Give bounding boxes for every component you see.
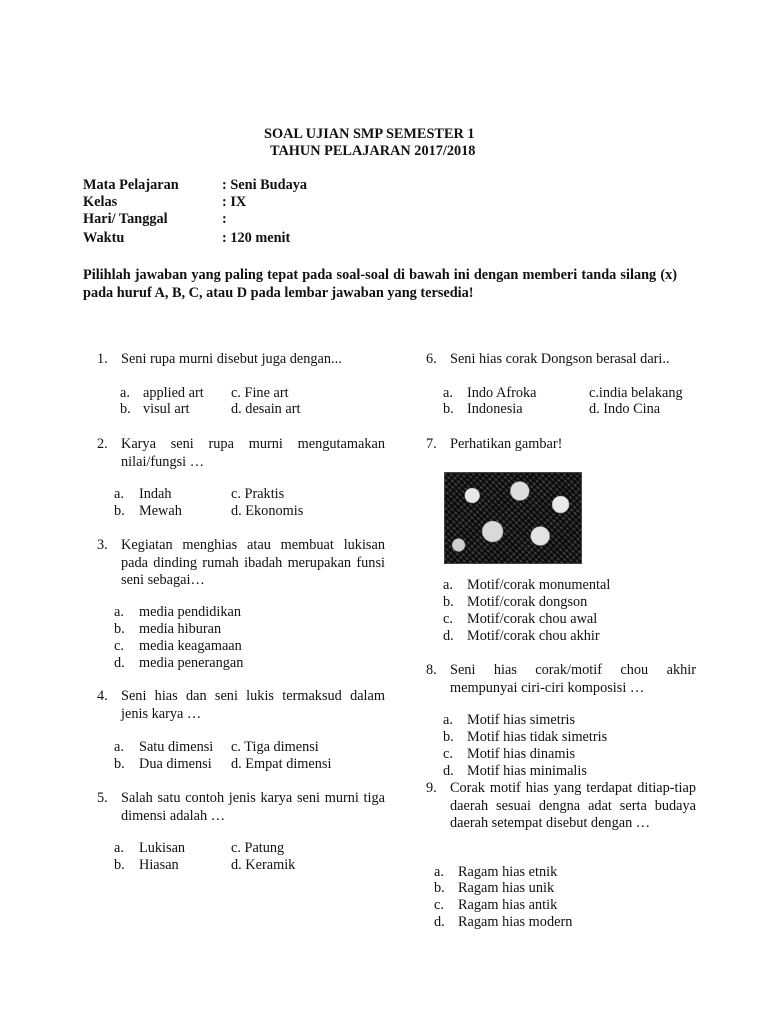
info-value-subject: : Seni Budaya [222,177,308,193]
q2-opt-c: c. Praktis [231,486,285,502]
q2-opt-a-letter: a. [114,486,124,502]
q9-text: Corak motif hias yang terdapat ditiap-tiap daerah sesuai dengna adat serta budaya daerah setempat disebut dengan … [450,780,696,832]
info-label-date: Hari/ Tanggal [83,211,168,227]
q9-opt-b: Ragam hias unik [458,880,555,896]
q6-opt-b-letter: b. [443,401,454,417]
q2-text: Karya seni rupa murni mengutamakan nilai/fungsi … [121,436,385,470]
q1-opt-b-letter: b. [120,401,131,417]
q7-number: 7. [426,436,437,452]
q6-opt-a: Indo Afroka [467,385,537,401]
q6-text: Seni hias corak Dongson berasal dari.. [450,351,670,367]
q3-opt-a-letter: a. [114,604,124,620]
q8-opt-a: Motif hias simetris [467,712,576,728]
q1-opt-a: applied art [143,385,204,401]
q7-opt-c: Motif/corak chou awal [467,611,598,627]
q1-opt-a-letter: a. [120,385,130,401]
q3-number: 3. [97,537,108,553]
q3-opt-c: media keagamaan [139,638,242,654]
q2-opt-b-letter: b. [114,503,125,519]
q1-number: 1. [97,351,108,367]
q7-opt-d: Motif/corak chou akhir [467,628,600,644]
info-label-time: Waktu [83,230,125,246]
q4-opt-c: c. Tiga dimensi [231,739,319,755]
q6-opt-a-letter: a. [443,385,453,401]
q2-number: 2. [97,436,108,452]
q5-opt-a: Lukisan [139,840,186,856]
q1-text: Seni rupa murni disebut juga dengan... [121,351,342,367]
q9-opt-a-letter: a. [434,864,444,880]
q9-opt-d-letter: d. [434,914,445,930]
q8-opt-a-letter: a. [443,712,453,728]
q6-opt-c: c.india belakang [589,385,683,401]
q5-number: 5. [97,790,108,806]
q5-opt-a-letter: a. [114,840,124,856]
info-label-subject: Mata Pelajaran [83,177,179,193]
q7-opt-b-letter: b. [443,594,454,610]
q3-opt-c-letter: c. [114,638,124,654]
q1-opt-d: d. desain art [231,401,301,417]
q7-opt-d-letter: d. [443,628,454,644]
q6-opt-d: d. Indo Cina [589,401,661,417]
info-value-time: : 120 menit [222,230,291,246]
q3-opt-d: media penerangan [139,655,244,671]
q5-opt-c: c. Patung [231,840,285,856]
q8-opt-c-letter: c. [443,746,453,762]
q9-opt-c-letter: c. [434,897,444,913]
info-value-class: : IX [222,194,247,210]
q5-text: Salah satu contoh jenis karya seni murni tiga dimensi adalah … [121,790,385,824]
q9-opt-a: Ragam hias etnik [458,864,558,880]
q8-number: 8. [426,662,437,678]
q3-opt-a: media pendidikan [139,604,242,620]
q2-opt-b: Mewah [139,503,182,519]
q3-text: Kegiatan menghias atau membuat lukisan pada dinding rumah ibadah merupakan funsi seni sebagai… [121,537,385,589]
info-value-date: : [222,211,227,227]
q8-opt-c: Motif hias dinamis [467,746,576,762]
q9-number: 9. [426,780,437,796]
q2-opt-a: Indah [139,486,172,502]
q6-opt-b: Indonesia [467,401,523,417]
q4-opt-a-letter: a. [114,739,124,755]
q3-opt-b-letter: b. [114,621,125,637]
q9-opt-b-letter: b. [434,880,445,896]
q4-text: Seni hias dan seni lukis termaksud dalam jenis karya … [121,688,385,722]
info-label-class: Kelas [83,194,118,210]
q7-text: Perhatikan gambar! [450,436,563,452]
q4-opt-a: Satu dimensi [139,739,214,755]
q1-opt-b: visul art [143,401,190,417]
q3-opt-b: media hiburan [139,621,222,637]
q7-opt-c-letter: c. [443,611,453,627]
instruction-text: Pilihlah jawaban yang paling tepat pada soal-soal di bawah ini dengan memberi tanda silang (x) pada huruf A, B, C, atau D pada lembar jawaban yang tersedia! [83,267,677,301]
q1-opt-c: c. Fine art [231,385,289,401]
q2-opt-d: d. Ekonomis [231,503,304,519]
q9-opt-d: Ragam hias modern [458,914,573,930]
q6-number: 6. [426,351,437,367]
q4-opt-b-letter: b. [114,756,125,772]
q4-number: 4. [97,688,108,704]
q5-opt-d: d. Keramik [231,857,296,873]
q8-opt-b-letter: b. [443,729,454,745]
q8-text: Seni hias corak/motif chou akhir mempunyai ciri-ciri komposisi … [450,662,696,696]
q3-opt-d-letter: d. [114,655,125,671]
q8-opt-d: Motif hias minimalis [467,763,587,779]
batik-pattern-image [444,472,582,564]
q7-opt-a-letter: a. [443,577,453,593]
q8-opt-b: Motif hias tidak simetris [467,729,608,745]
q4-opt-d: d. Empat dimensi [231,756,332,772]
q5-opt-b: Hiasan [139,857,179,873]
exam-title: SOAL UJIAN SMP SEMESTER 1 [264,126,475,142]
q5-opt-b-letter: b. [114,857,125,873]
q7-opt-b: Motif/corak dongson [467,594,588,610]
q9-opt-c: Ragam hias antik [458,897,558,913]
q8-opt-d-letter: d. [443,763,454,779]
q7-opt-a: Motif/corak monumental [467,577,611,593]
q4-opt-b: Dua dimensi [139,756,212,772]
exam-year: TAHUN PELAJARAN 2017/2018 [270,143,476,159]
